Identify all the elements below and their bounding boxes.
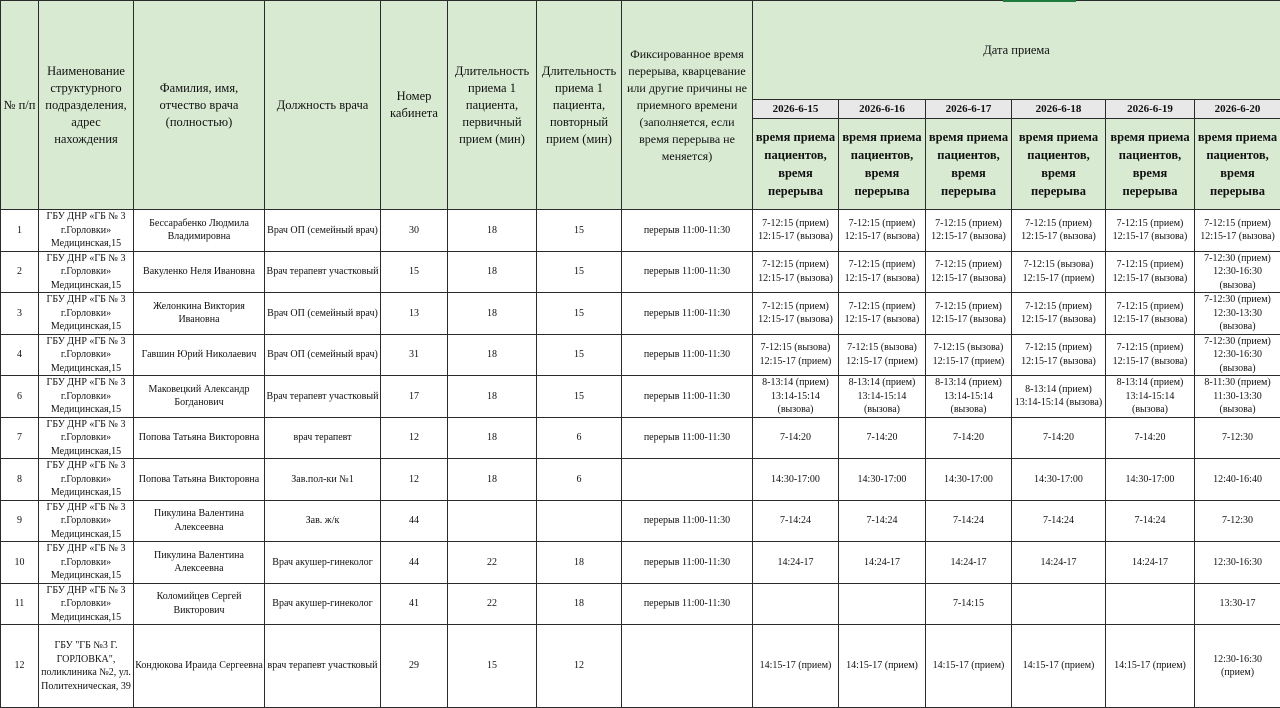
- schedule-cell: 7-14:20: [839, 417, 926, 459]
- row-num: 9: [1, 500, 39, 542]
- date-3: 2026-6-17: [926, 100, 1012, 119]
- schedule-cell: 14:24-17: [839, 542, 926, 584]
- row-break: перерыв 11:00-11:30: [622, 417, 753, 459]
- row-repeat: 6: [537, 459, 622, 501]
- row-break: [622, 459, 753, 501]
- row-unit: ГБУ ДНР «ГБ № 3 г.Горловки» Медицинская,15: [39, 293, 134, 335]
- row-first: 15: [448, 625, 537, 708]
- row-room: 12: [381, 417, 448, 459]
- schedule-cell: 7-14:24: [926, 500, 1012, 542]
- row-position: Врач ОП (семейный врач): [265, 334, 381, 376]
- row-num: 8: [1, 459, 39, 501]
- row-break: перерыв 11:00-11:30: [622, 376, 753, 418]
- row-unit: ГБУ ДНР «ГБ № 3 г.Горловки» Медицинская,15: [39, 417, 134, 459]
- table-row: [1, 459, 1280, 501]
- row-repeat: 18: [537, 542, 622, 584]
- row-num: 6: [1, 376, 39, 418]
- row-num: 10: [1, 542, 39, 584]
- row-unit: ГБУ ДНР «ГБ № 3 г.Горловки» Медицинская,15: [39, 210, 134, 252]
- schedule-cell: 7-12:15 (прием) 12:15-17 (вызова): [1012, 334, 1106, 376]
- row-repeat: 15: [537, 210, 622, 252]
- row-break: [622, 625, 753, 708]
- row-position: Врач терапевт участковый: [265, 251, 381, 293]
- schedule-cell: 7-12:15 (прием) 12:15-17 (вызова): [1012, 210, 1106, 252]
- schedule-cell: 8-13:14 (прием) 13:14-15:14 (вызова): [1106, 376, 1195, 418]
- row-position: Зав. ж/к: [265, 500, 381, 542]
- schedule-cell: 7-12:15 (вызова) 12:15-17 (прием): [753, 334, 839, 376]
- header-position: Должность врача: [265, 1, 381, 210]
- schedule-cell: 7-14:20: [1012, 417, 1106, 459]
- row-repeat: 12: [537, 625, 622, 708]
- schedule-cell: 12:40-16:40: [1195, 459, 1280, 501]
- sub-header-6: время приема пациентов, время перерыва: [1195, 119, 1280, 210]
- schedule-cell: 8-11:30 (прием) 11:30-13:30 (вызова): [1195, 376, 1280, 418]
- row-num: 2: [1, 251, 39, 293]
- schedule-cell: 14:24-17: [926, 542, 1012, 584]
- schedule-cell: 14:30-17:00: [1012, 459, 1106, 501]
- schedule-cell: 14:24-17: [753, 542, 839, 584]
- row-break: перерыв 11:00-11:30: [622, 542, 753, 584]
- row-unit: ГБУ ДНР «ГБ № 3 г.Горловки» Медицинская,15: [39, 459, 134, 501]
- row-repeat: 15: [537, 251, 622, 293]
- row-break: перерыв 11:00-11:30: [622, 251, 753, 293]
- row-name: Желонкина Виктория Ивановна: [134, 293, 265, 335]
- schedule-cell: 7-14:24: [753, 500, 839, 542]
- row-position: Зав.пол-ки №1: [265, 459, 381, 501]
- schedule-cell: [1012, 583, 1106, 625]
- row-name: Гавшин Юрий Николаевич: [134, 334, 265, 376]
- row-name: Попова Татьяна Викторовна: [134, 417, 265, 459]
- sub-header-4: время приема пациентов, время перерыва: [1012, 119, 1106, 210]
- schedule-cell: 7-12:15 (прием) 12:15-17 (вызова): [926, 251, 1012, 293]
- schedule-cell: 7-12:15 (прием) 12:15-17 (вызова): [1106, 293, 1195, 335]
- row-first: 18: [448, 210, 537, 252]
- row-room: 31: [381, 334, 448, 376]
- schedule-cell: 14:30-17:00: [1106, 459, 1195, 501]
- row-break: перерыв 11:00-11:30: [622, 500, 753, 542]
- schedule-cell: 7-12:30 (прием) 12:30-16:30 (вызова): [1195, 251, 1280, 293]
- table-row: [1, 583, 1280, 625]
- row-unit: ГБУ ДНР «ГБ № 3 г.Горловки» Медицинская,15: [39, 251, 134, 293]
- schedule-cell: 7-12:15 (прием) 12:15-17 (вызова): [1106, 334, 1195, 376]
- schedule-cell: 7-12:15 (прием) 12:15-17 (вызова): [1106, 210, 1195, 252]
- schedule-cell: 12:30-16:30 (прием): [1195, 625, 1280, 708]
- row-unit: ГБУ ДНР «ГБ № 3 г.Горловки» Медицинская,15: [39, 376, 134, 418]
- header-num: № п/п: [1, 1, 39, 210]
- row-repeat: 15: [537, 334, 622, 376]
- schedule-cell: 14:30-17:00: [926, 459, 1012, 501]
- table-row: [1, 625, 1280, 708]
- date-1: 2026-6-15: [753, 100, 839, 119]
- schedule-cell: [839, 583, 926, 625]
- row-num: 4: [1, 334, 39, 376]
- schedule-cell: 7-12:15 (прием) 12:15-17 (вызова): [753, 210, 839, 252]
- date-4: 2026-6-18: [1012, 100, 1106, 119]
- row-first: 22: [448, 542, 537, 584]
- schedule-cell: 7-12:30: [1195, 417, 1280, 459]
- row-repeat: [537, 500, 622, 542]
- schedule-cell: 7-12:15 (прием) 12:15-17 (вызова): [1195, 210, 1280, 252]
- row-position: Врач акушер-гинеколог: [265, 542, 381, 584]
- sub-header-5: время приема пациентов, время перерыва: [1106, 119, 1195, 210]
- row-name: Пикулина Валентина Алексеевна: [134, 500, 265, 542]
- schedule-cell: 7-12:15 (прием) 12:15-17 (вызова): [839, 293, 926, 335]
- row-unit: ГБУ "ГБ №3 Г. ГОРЛОВКА", поликлиника №2, ул. Политехническая, 39: [39, 625, 134, 708]
- schedule-cell: 7-12:15 (прием) 12:15-17 (вызова): [753, 251, 839, 293]
- row-repeat: 15: [537, 293, 622, 335]
- schedule-cell: 14:15-17 (прием): [1012, 625, 1106, 708]
- row-first: 18: [448, 459, 537, 501]
- row-room: 44: [381, 542, 448, 584]
- table-row: [1, 334, 1280, 376]
- row-break: перерыв 11:00-11:30: [622, 210, 753, 252]
- date-2: 2026-6-16: [839, 100, 926, 119]
- sub-header-1: время приема пациентов, время перерыва: [753, 119, 839, 210]
- row-repeat: 18: [537, 583, 622, 625]
- date-6: 2026-6-20: [1195, 100, 1280, 119]
- row-break: перерыв 11:00-11:30: [622, 583, 753, 625]
- schedule-cell: 14:15-17 (прием): [1106, 625, 1195, 708]
- row-unit: ГБУ ДНР «ГБ № 3 г.Горловки» Медицинская,15: [39, 334, 134, 376]
- schedule-cell: 7-14:20: [753, 417, 839, 459]
- row-unit: ГБУ ДНР «ГБ № 3 г.Горловки» Медицинская,15: [39, 583, 134, 625]
- row-name: Бессарабенко Людмила Владимировна: [134, 210, 265, 252]
- schedule-cell: 14:15-17 (прием): [753, 625, 839, 708]
- row-name: Вакуленко Неля Ивановна: [134, 251, 265, 293]
- row-break: перерыв 11:00-11:30: [622, 334, 753, 376]
- schedule-cell: 7-12:30 (прием) 12:30-16:30 (вызова): [1195, 334, 1280, 376]
- row-first: 18: [448, 376, 537, 418]
- row-room: 15: [381, 251, 448, 293]
- schedule-cell: 7-12:15 (прием) 12:15-17 (вызова): [926, 293, 1012, 335]
- row-name: Попова Татьяна Викторовна: [134, 459, 265, 501]
- row-room: 17: [381, 376, 448, 418]
- schedule-cell: 7-12:30: [1195, 500, 1280, 542]
- schedule-cell: 8-13:14 (прием) 13:14-15:14 (вызова): [1012, 376, 1106, 418]
- row-num: 12: [1, 625, 39, 708]
- table-row: [1, 417, 1280, 459]
- row-num: 3: [1, 293, 39, 335]
- row-first: 22: [448, 583, 537, 625]
- top-accent-bar: [1003, 0, 1076, 2]
- header-dates: Дата приема: [753, 1, 1280, 100]
- row-name: Маковецкий Александр Богданович: [134, 376, 265, 418]
- schedule-cell: 14:30-17:00: [839, 459, 926, 501]
- row-num: 7: [1, 417, 39, 459]
- header-repeat-visit: Длительность приема 1 пациента, повторный прием (мин): [537, 1, 622, 210]
- table-row: [1, 500, 1280, 542]
- schedule-cell: 14:24-17: [1106, 542, 1195, 584]
- schedule-cell: 7-12:15 (вызова) 12:15-17 (прием): [926, 334, 1012, 376]
- schedule-cell: 7-12:15 (прием) 12:15-17 (вызова): [1012, 293, 1106, 335]
- schedule-cell: 14:15-17 (прием): [839, 625, 926, 708]
- row-num: 11: [1, 583, 39, 625]
- schedule-cell: 7-12:15 (прием) 12:15-17 (вызова): [839, 251, 926, 293]
- table-row: [1, 542, 1280, 584]
- table-row: [1, 293, 1280, 335]
- row-position: Врач акушер-гинеколог: [265, 583, 381, 625]
- row-room: 30: [381, 210, 448, 252]
- table-row: [1, 210, 1280, 252]
- schedule-cell: 8-13:14 (прием) 13:14-15:14 (вызова): [839, 376, 926, 418]
- header-unit: Наименование структурного подразделения, адрес нахождения: [39, 1, 134, 210]
- row-position: Врач ОП (семейный врач): [265, 293, 381, 335]
- schedule-cell: 12:30-16:30: [1195, 542, 1280, 584]
- row-name: Коломийцев Сергей Викторович: [134, 583, 265, 625]
- schedule-cell: 7-14:24: [839, 500, 926, 542]
- schedule-cell: 8-13:14 (прием) 13:14-15:14 (вызова): [926, 376, 1012, 418]
- table-row: [1, 376, 1280, 418]
- schedule-cell: 7-12:15 (прием) 12:15-17 (вызова): [926, 210, 1012, 252]
- row-position: врач терапевт: [265, 417, 381, 459]
- schedule-cell: 7-12:15 (прием) 12:15-17 (вызова): [1106, 251, 1195, 293]
- sub-header-3: время приема пациентов, время перерыва: [926, 119, 1012, 210]
- schedule-cell: 14:30-17:00: [753, 459, 839, 501]
- schedule-cell: 7-14:20: [1106, 417, 1195, 459]
- schedule-cell: 14:15-17 (прием): [926, 625, 1012, 708]
- row-break: перерыв 11:00-11:30: [622, 293, 753, 335]
- row-repeat: 6: [537, 417, 622, 459]
- header-name: Фамилия, имя, отчество врача (полностью): [134, 1, 265, 210]
- schedule-cell: 7-12:30 (прием) 12:30-13:30 (вызова): [1195, 293, 1280, 335]
- row-room: 29: [381, 625, 448, 708]
- row-repeat: 15: [537, 376, 622, 418]
- row-name: Пикулина Валентина Алексеевна: [134, 542, 265, 584]
- header-break: Фиксированное время перерыва, кварцевание или другие причины не приемного времени (заполняется, если время перерыва не меняется): [622, 1, 753, 210]
- row-name: Кондюкова Ираида Сергеевна: [134, 625, 265, 708]
- row-first: [448, 500, 537, 542]
- row-room: 12: [381, 459, 448, 501]
- row-unit: ГБУ ДНР «ГБ № 3 г.Горловки» Медицинская,15: [39, 500, 134, 542]
- row-unit: ГБУ ДНР «ГБ № 3 г.Горловки» Медицинская,15: [39, 542, 134, 584]
- row-position: Врач терапевт участковый: [265, 376, 381, 418]
- sub-header-2: время приема пациентов, время перерыва: [839, 119, 926, 210]
- row-first: 18: [448, 334, 537, 376]
- row-position: врач терапевт участковый: [265, 625, 381, 708]
- row-first: 18: [448, 251, 537, 293]
- date-5: 2026-6-19: [1106, 100, 1195, 119]
- row-first: 18: [448, 417, 537, 459]
- schedule-cell: 7-14:24: [1012, 500, 1106, 542]
- schedule-cell: 7-14:15: [926, 583, 1012, 625]
- row-first: 18: [448, 293, 537, 335]
- schedule-cell: [753, 583, 839, 625]
- schedule-cell: 7-14:20: [926, 417, 1012, 459]
- schedule-cell: 7-12:15 (прием) 12:15-17 (вызова): [753, 293, 839, 335]
- header-first-visit: Длительность приема 1 пациента, первичный прием (мин): [448, 1, 537, 210]
- row-room: 13: [381, 293, 448, 335]
- schedule-cell: 13:30-17: [1195, 583, 1280, 625]
- schedule-cell: 7-12:15 (прием) 12:15-17 (вызова): [839, 210, 926, 252]
- header-room: Номер кабинета: [381, 1, 448, 210]
- schedule-cell: 8-13:14 (прием) 13:14-15:14 (вызова): [753, 376, 839, 418]
- table-row: [1, 251, 1280, 293]
- row-num: 1: [1, 210, 39, 252]
- row-position: Врач ОП (семейный врач): [265, 210, 381, 252]
- row-room: 41: [381, 583, 448, 625]
- schedule-cell: 7-12:15 (вызова) 12:15-17 (прием): [839, 334, 926, 376]
- schedule-cell: 7-14:24: [1106, 500, 1195, 542]
- schedule-cell: 14:24-17: [1012, 542, 1106, 584]
- schedule-cell: [1106, 583, 1195, 625]
- schedule-cell: 7-12:15 (вызова) 12:15-17 (прием): [1012, 251, 1106, 293]
- row-room: 44: [381, 500, 448, 542]
